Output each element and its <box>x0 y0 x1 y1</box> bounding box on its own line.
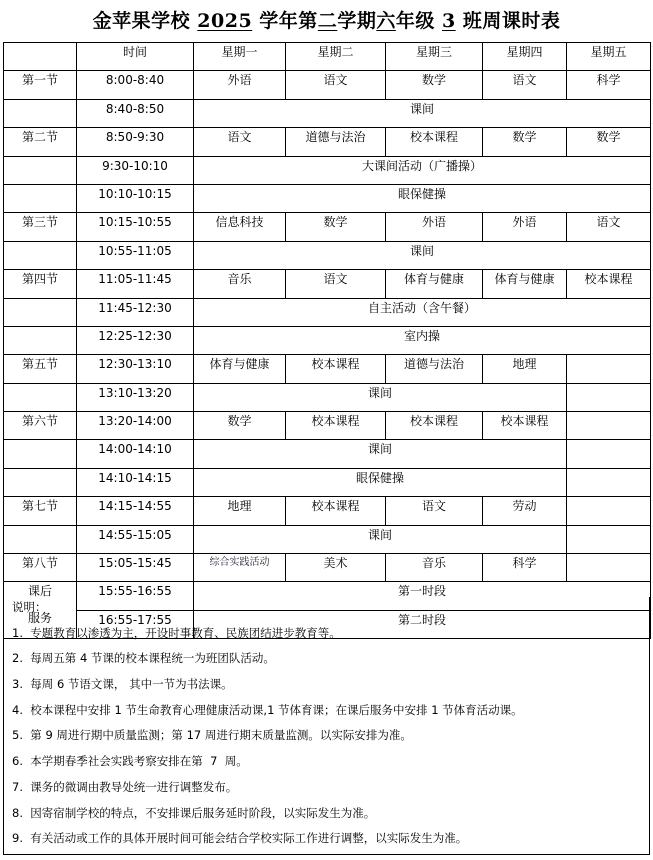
subject-cell: 校本课程 <box>286 355 386 383</box>
break-cell: 课间 <box>194 440 567 468</box>
time-cell: 16:55-17:55 <box>77 610 194 638</box>
subject-cell: 语文 <box>386 497 483 525</box>
time-cell: 8:50-9:30 <box>77 128 194 156</box>
notes-heading: 说明： <box>12 600 47 614</box>
after-school-label-1: 课后 <box>27 584 52 599</box>
period-label: 第七节 <box>4 497 77 525</box>
subject-cell: 外语 <box>386 213 483 241</box>
table-row <box>4 270 651 298</box>
break-cell: 课间 <box>194 525 567 553</box>
period-label: 第六节 <box>4 412 77 440</box>
subject-cell: 语文 <box>567 213 651 241</box>
table-row <box>4 213 651 241</box>
title-term: 二 <box>317 10 338 32</box>
table-row <box>4 525 651 553</box>
title-grade: 六 <box>376 10 396 32</box>
note-item: 3. 每周 6 节语文课， 其中一节为书法课。 <box>12 677 233 692</box>
time-cell: 12:30-13:10 <box>77 355 194 383</box>
title-text: 学期 <box>337 10 377 32</box>
time-cell: 14:55-15:05 <box>77 525 194 553</box>
table-row <box>4 184 651 212</box>
table-row <box>4 497 651 525</box>
subject-cell: 外语 <box>483 213 567 241</box>
subject-cell: 校本课程 <box>567 270 651 298</box>
note-item: 4. 校本课程中安排 1 节生命教育心理健康活动课,1 节体育课；在课后服务中安排 1 节体育活动课。 <box>12 702 523 717</box>
empty-cell <box>567 440 651 468</box>
table-row <box>4 554 651 582</box>
subject-cell: 信息科技 <box>194 213 286 241</box>
column-header: 时间 <box>77 43 194 71</box>
subject-cell: 语文 <box>483 71 567 99</box>
period-label <box>4 440 77 468</box>
subject-cell: 校本课程 <box>286 412 386 440</box>
subject-cell <box>567 355 651 383</box>
table-row <box>4 156 651 184</box>
title-class: 3 <box>441 10 456 32</box>
note-item: 6. 本学期春季社会实践考察安排在第 7 周。 <box>12 754 248 769</box>
subject-cell: 音乐 <box>386 554 483 582</box>
note-item: 7. 课务的微调由教导处统一进行调整发布。 <box>12 779 238 794</box>
subject-cell: 外语 <box>194 71 286 99</box>
after-school-slot: 第一时段 <box>194 582 651 610</box>
time-cell: 14:10-14:15 <box>77 468 194 496</box>
table-row <box>4 99 651 127</box>
timetable <box>3 42 651 639</box>
table-row <box>4 298 651 326</box>
title-year: 2025 <box>197 10 253 32</box>
time-cell: 14:00-14:10 <box>77 440 194 468</box>
subject-cell: 语文 <box>286 71 386 99</box>
break-cell: 室内操 <box>194 326 651 354</box>
subject-cell: 校本课程 <box>286 497 386 525</box>
time-cell: 11:05-11:45 <box>77 270 194 298</box>
time-cell: 14:15-14:55 <box>77 497 194 525</box>
title-text: 金苹果学校 <box>92 10 198 32</box>
title-text: 学年第 <box>252 10 318 32</box>
subject-cell: 数学 <box>567 128 651 156</box>
note-item: 2. 每周五第 4 节课的校本课程统一为班团队活动。 <box>12 651 275 666</box>
time-cell: 8:00-8:40 <box>77 71 194 99</box>
subject-cell: 美术 <box>286 554 386 582</box>
after-school-label-2: 服务 <box>27 611 52 626</box>
note-item: 5. 第 9 周进行期中质量监测；第 17 周进行期末质量监测。以实际安排为准。 <box>12 728 412 743</box>
subject-cell: 地理 <box>194 497 286 525</box>
table-row <box>4 468 651 496</box>
column-header: 星期四 <box>483 43 567 71</box>
subject-cell: 数学 <box>286 213 386 241</box>
time-cell: 10:55-11:05 <box>77 241 194 269</box>
period-label: 第三节 <box>4 213 77 241</box>
subject-cell: 体育与健康 <box>386 270 483 298</box>
subject-cell: 地理 <box>483 355 567 383</box>
subject-cell <box>567 412 651 440</box>
period-label <box>4 383 77 411</box>
break-cell: 课间 <box>194 241 651 269</box>
subject-cell: 科学 <box>567 71 651 99</box>
table-row <box>4 412 651 440</box>
period-label <box>4 241 77 269</box>
period-label: 第一节 <box>4 71 77 99</box>
header-row <box>4 43 651 71</box>
time-cell: 15:55-16:55 <box>77 582 194 610</box>
period-label <box>4 525 77 553</box>
page-title <box>0 6 653 33</box>
note-item: 1. 专题教育以渗透为主，开设时事教育、民族团结进步教育等。 <box>12 625 341 640</box>
column-header: 星期一 <box>194 43 286 71</box>
time-cell: 8:40-8:50 <box>77 99 194 127</box>
break-cell: 眼保健操 <box>194 184 651 212</box>
title-text: 年级 <box>395 10 442 32</box>
empty-cell <box>567 525 651 553</box>
table-row <box>4 241 651 269</box>
time-cell: 10:10-10:15 <box>77 184 194 212</box>
column-header <box>4 43 77 71</box>
note-item: 9. 有关活动或工作的具体开展时间可能会结合学校实际工作进行调整，以实际发生为准。 <box>12 831 468 846</box>
table-row <box>4 383 651 411</box>
subject-cell: 数学 <box>483 128 567 156</box>
time-cell: 15:05-15:45 <box>77 554 194 582</box>
subject-cell: 数学 <box>194 412 286 440</box>
time-cell: 13:20-14:00 <box>77 412 194 440</box>
period-label: 第四节 <box>4 270 77 298</box>
time-cell: 11:45-12:30 <box>77 298 194 326</box>
period-label: 第五节 <box>4 355 77 383</box>
notes-section <box>3 597 650 855</box>
table-row <box>4 71 651 99</box>
break-cell: 课间 <box>194 99 651 127</box>
title-text: 班周课时表 <box>455 10 561 32</box>
empty-cell <box>567 468 651 496</box>
subject-cell: 数学 <box>386 71 483 99</box>
time-cell: 12:25-12:30 <box>77 326 194 354</box>
subject-cell: 综合实践活动 <box>194 554 286 582</box>
period-label <box>4 326 77 354</box>
break-cell: 大课间活动（广播操） <box>194 156 651 184</box>
column-header: 星期二 <box>286 43 386 71</box>
time-cell: 9:30-10:10 <box>77 156 194 184</box>
period-label <box>4 298 77 326</box>
period-label <box>4 156 77 184</box>
subject-cell: 体育与健康 <box>483 270 567 298</box>
subject-cell: 音乐 <box>194 270 286 298</box>
subject-cell: 校本课程 <box>386 128 483 156</box>
subject-cell <box>567 554 651 582</box>
subject-cell: 体育与健康 <box>194 355 286 383</box>
table-row <box>4 128 651 156</box>
break-cell: 眼保健操 <box>194 468 567 496</box>
time-cell: 13:10-13:20 <box>77 383 194 411</box>
subject-cell: 道德与法治 <box>286 128 386 156</box>
period-label <box>4 468 77 496</box>
subject-cell <box>567 497 651 525</box>
column-header: 星期五 <box>567 43 651 71</box>
subject-cell: 语文 <box>194 128 286 156</box>
subject-cell: 劳动 <box>483 497 567 525</box>
period-label <box>4 184 77 212</box>
column-header: 星期三 <box>386 43 483 71</box>
note-item: 8. 因寄宿制学校的特点，不安排课后服务延时阶段，以实际发生为准。 <box>12 805 376 820</box>
table-row <box>4 326 651 354</box>
break-cell: 课间 <box>194 383 567 411</box>
table-row <box>4 440 651 468</box>
subject-cell: 科学 <box>483 554 567 582</box>
table-row <box>4 355 651 383</box>
time-cell: 10:15-10:55 <box>77 213 194 241</box>
period-label: 第二节 <box>4 128 77 156</box>
after-school-slot: 第二时段 <box>194 610 651 638</box>
subject-cell: 道德与法治 <box>386 355 483 383</box>
period-label <box>4 99 77 127</box>
break-cell: 自主活动（含午餐） <box>194 298 651 326</box>
subject-cell: 校本课程 <box>386 412 483 440</box>
period-label: 第八节 <box>4 554 77 582</box>
subject-cell: 语文 <box>286 270 386 298</box>
subject-cell: 校本课程 <box>483 412 567 440</box>
empty-cell <box>567 383 651 411</box>
